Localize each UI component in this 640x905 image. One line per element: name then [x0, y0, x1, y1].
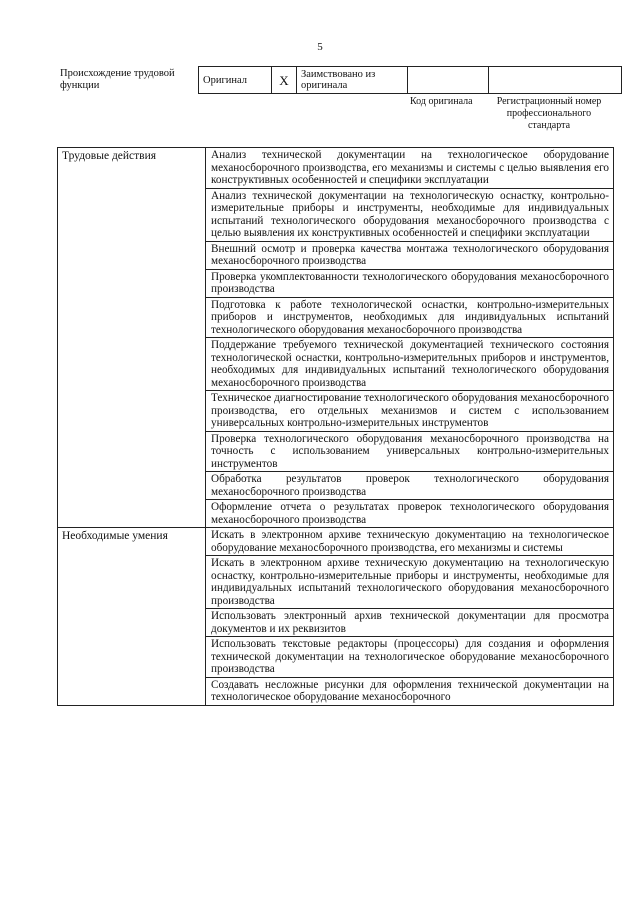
section-items	[206, 528, 614, 706]
list-item: Создавать несложные рисунки для оформления технической документации на технологическое оборудование механосборочного	[211, 678, 609, 703]
original-cell: Оригинал	[199, 67, 272, 94]
list-item: Обработка результатов проверок технологического оборудования механосборочного производства	[206, 472, 613, 500]
section-row-skills	[58, 528, 614, 706]
list-item: Подготовка к работе технологической оснастки, контрольно-измерительных приборов и инструментов, необходимых для индивидуальных испытаний технологического оборудования механосборочного производства	[206, 298, 613, 339]
list-item: Анализ технической документации на технологическое оборудование механосборочного производства, его механизмы и системы с целью выявления его конструктивных особенностей и специфики эксплуатации	[206, 148, 613, 189]
list-item: Оформление отчета о результатах проверок технологического оборудования механосборочного производства	[211, 501, 609, 526]
reg-number-cell	[489, 67, 622, 94]
origin-table	[198, 66, 622, 94]
list-item: Искать в электронном архиве техническую документацию на технологическую оснастку, контрольно-измерительные приборы и инструменты, необходимые для индивидуальных испытаний технологического оборудования механосборочного производства	[206, 556, 613, 609]
origin-label: Происхождение трудовой функции	[60, 68, 175, 91]
code-caption: Код оригинала	[410, 96, 473, 107]
section-items	[206, 148, 614, 528]
section-row-actions	[58, 148, 614, 528]
section-label: Необходимые умения	[58, 528, 206, 706]
list-item: Проверка технологического оборудования механосборочного производства на точность с использованием универсальных контрольно-измерительных инструментов	[206, 432, 613, 473]
list-item: Поддержание требуемого технической документацией технического состояния технологической оснастки, контрольно-измерительных приборов и инструментов, необходимых для индивидуальных испытаний технологического оборудования механосборочного производства	[206, 338, 613, 391]
functions-table	[57, 147, 614, 706]
list-item: Использовать электронный архив технической документации для просмотра документов и их реквизитов	[206, 609, 613, 637]
section-label: Трудовые действия	[58, 148, 206, 528]
code-cell	[408, 67, 489, 94]
list-item: Использовать текстовые редакторы (процессоры) для создания и оформления технической документации на технологическое оборудование механосборочного производства	[206, 637, 613, 678]
list-item: Проверка укомплектованности технологического оборудования механосборочного производства	[206, 270, 613, 298]
page-number: 5	[317, 41, 323, 53]
original-mark: X	[272, 67, 297, 94]
list-item: Анализ технической документации на технологическую оснастку, контрольно-измерительные приборы и инструменты, необходимые для индивидуальных испытаний технологического оборудования механосборочного производства с целью выявления их конструктивных особенностей и специфики эксплуатации	[206, 189, 613, 242]
list-item: Техническое диагностирование технологического оборудования механосборочного производства, его отдельных механизмов и систем с использованием универсальных контрольно-измерительных инструментов	[206, 391, 613, 432]
list-item: Искать в электронном архиве техническую документацию на технологическое оборудование механосборочного производства, его механизмы и системы	[206, 528, 613, 556]
borrowed-cell: Заимствовано из оригинала	[297, 67, 408, 94]
reg-number-caption: Регистрационный номер профессионального стандарта	[496, 96, 602, 131]
list-item: Внешний осмотр и проверка качества монтажа технологического оборудования механосборочного производства	[206, 242, 613, 270]
